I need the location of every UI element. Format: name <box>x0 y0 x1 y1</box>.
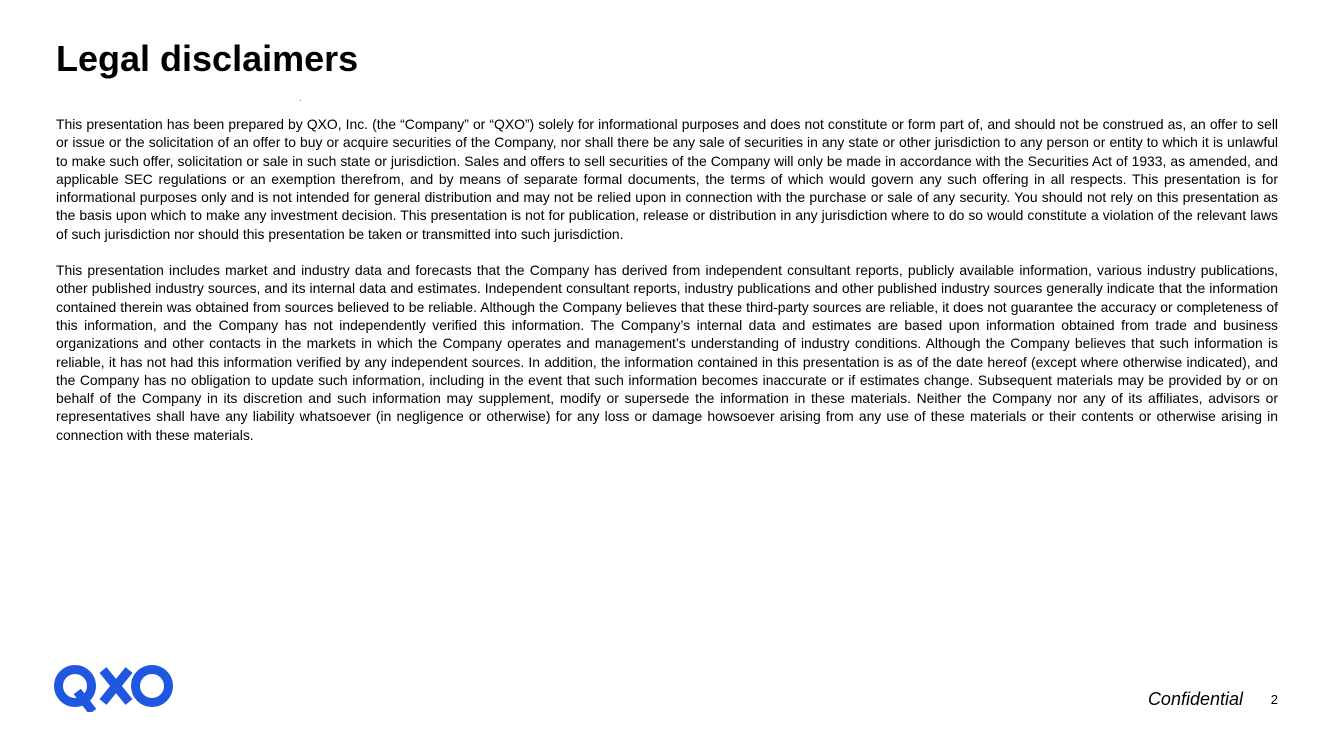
page-title: Legal disclaimers <box>56 38 359 79</box>
confidential-label: Confidential <box>1147 689 1243 709</box>
stray-mark <box>300 100 301 101</box>
disclaimer-paragraph-offering: This presentation has been prepared by QXO, Inc. (the “Company” or “QXO”) solely for informational purposes and does not constitute or form part of, and should not be construed as, an offer to sell or issue or the solicitation of an offer to buy or acquire securities of the Company, nor shall there be any sale of securities in any state or other jurisdiction to any person or entity to which it is unlawful to make such offer, solicitation or sale in such state or jurisdiction. Sales and offers to sell securities of the Company will only be made in accordance with the Securities Act of 1933, as amended, and applicable SEC regulations or an exemption therefrom, and by means of separate formal documents, the terms of which would govern any such offering in all respects. This presentation is for informational purposes only and is not intended for general distribution and may not be relied upon in connection with the purchase or sale of any security. You should not rely on this presentation as the basis upon which to make any investment decision. This presentation is not for publication, release or distribution in any jurisdiction where to do so would constitute a violation of the relevant laws of such jurisdiction nor should this presentation be taken or transmitted into such jurisdiction. <box>56 116 1278 242</box>
disclaimer-body <box>56 115 1278 462</box>
qxo-logo <box>53 664 175 712</box>
disclaimer-paragraph-market-data: This presentation includes market and industry data and forecasts that the Company has derived from independent consultant reports, publicly available information, various industry publications, other published industry sources, and its internal data and estimates. Independent consultant reports, industry publications and other published industry sources generally indicate that the information contained therein was obtained from sources believed to be reliable. Although the Company believes that these third-party sources are reliable, it does not guarantee the accuracy or completeness of this information, and the Company has not independently verified this information. The Company’s internal data and estimates are based upon information obtained from trade and business organizations and other contacts in the markets in which the Company operates and management’s understanding of industry conditions. Although the Company believes that such information is reliable, it has not had this information verified by any independent sources. In addition, the information contained in this presentation is as of the date hereof (except where otherwise indicated), and the Company has no obligation to update such information, including in the event that such information becomes inaccurate or if estimates change. Subsequent materials may be provided by or on behalf of the Company in its discretion and such information may supplement, modify or supersede the information in these materials. Neither the Company nor any of its affiliates, advisors or representatives shall have any liability whatsoever (in negligence or otherwise) for any loss or damage howsoever arising from any use of these materials or their contents or otherwise arising in connection with these materials. <box>56 262 1278 443</box>
qxo-logo-mark <box>59 670 169 709</box>
page-number: 2 <box>1270 692 1278 707</box>
